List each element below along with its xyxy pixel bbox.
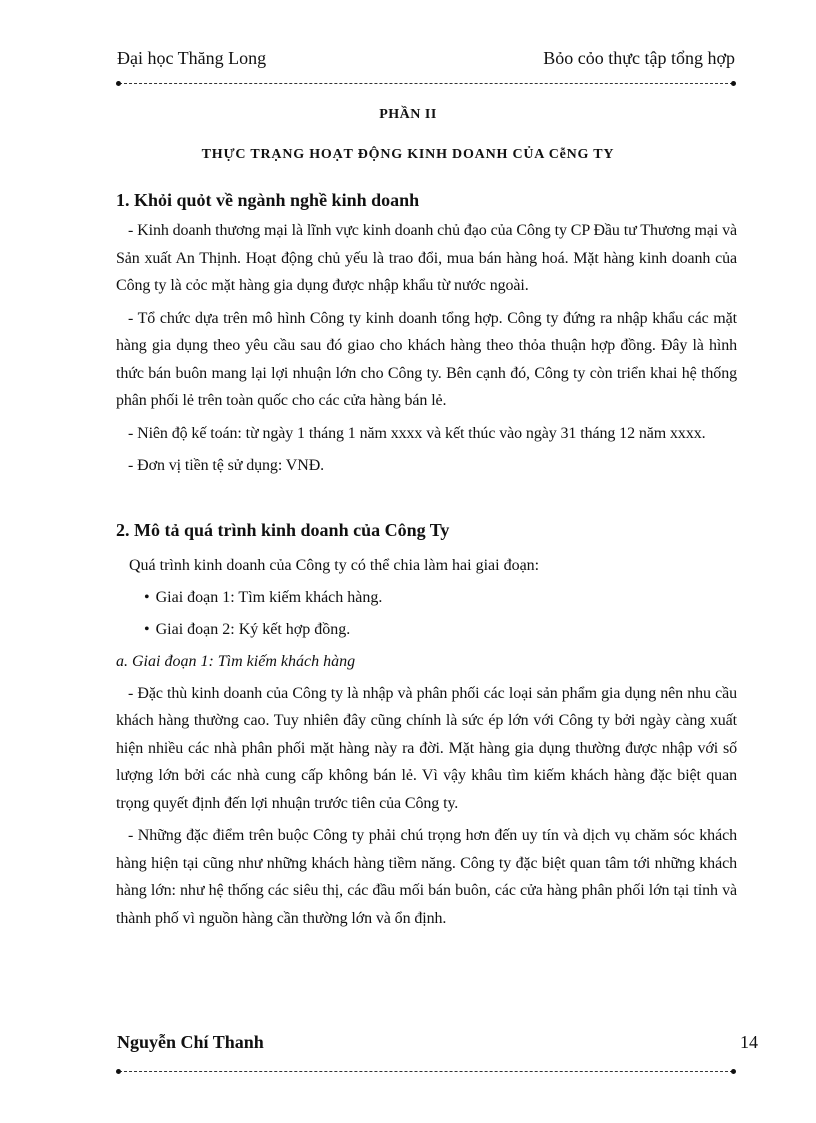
section-1-paragraph: - Kinh doanh thương mại là lĩnh vực kinh doanh chủ đạo của Công ty CP Đầu tư Thương mại và Sản xuất An Thịnh. Hoạt động chủ yếu là trao đổi, mua bán hàng hoá. Mặt hàng kinh doanh của Công ty là cỏc mặt hàng gia dụng được nhập khẩu từ nước ngoài.: [116, 222, 737, 294]
section-2-paragraph: - Đặc thù kinh doanh của Công ty là nhập và phân phối các loại sản phẩm gia dụng nên nhu cầu khách hàng thường cao. Tuy nhiên đây cũng chính là sức ép lớn với Công ty bởi ngày càng xuất hiện nhiều các nhà phân phối mặt hàng này ra đời. Mặt hàng gia dụng thường được nhập với số lượng lớn bởi các nhà cung cấp không bán lẻ. Vì vậy khâu tìm kiếm khách hàng đặc biệt quan trọng quyết định đến lợi nhuận trước tiên của Công ty.: [116, 684, 737, 812]
section-2-intro: Quá trình kinh doanh của Công ty có thể chia làm hai giai đoạn:: [129, 556, 540, 574]
section-2-paragraph: - Những đặc điểm trên buộc Công ty phải chú trọng hơn đến uy tín và dịch vụ chăm sóc khách hàng hiện tại cũng như những khách hàng tiềm năng. Công ty đặc biệt quan tâm tới những khách hàng lớn: như hệ thống các siêu thị, các đầu mối bán buôn, các cửa hàng phân phối lớn tại tỉnh và thành phố vì nguồn hàng cần thường lớn và ổn định.: [116, 827, 737, 927]
section-2-heading: 2. Mô tả quá trình kinh doanh của Công Ty: [116, 519, 450, 540]
page-footer: [117, 1032, 758, 1060]
header-university: Đại học Thăng Long: [117, 48, 267, 68]
phase-list: [116, 582, 737, 646]
part-subtitle: THỰC TRẠNG HOẠT ĐỘNG KINH DOANH CỦA CễNG TY: [201, 147, 615, 162]
header-divider: [119, 83, 733, 84]
subsection-heading: a. Giai đoạn 1: Tìm kiếm khách hàng: [116, 652, 356, 670]
list-item: • Giai đoạn 1: Tìm kiếm khách hàng.: [144, 582, 737, 614]
page-header: [117, 48, 735, 74]
page-number: 14: [740, 1032, 758, 1052]
part-title: PHẦN II: [379, 107, 437, 122]
list-item: • Giai đoạn 2: Ký kết hợp đồng.: [144, 614, 737, 646]
footer-author: Nguyễn Chí Thanh: [117, 1032, 264, 1052]
body-content: [116, 186, 737, 932]
section-1-paragraph: - Tổ chức dựa trên mô hình Công ty kinh doanh tổng hợp. Công ty đứng ra nhập khẩu các mặt hàng gia dụng theo yêu cầu sau đó giao cho khách hàng theo thỏa thuận hợp đồng. Đây là hình thức bán buôn mang lại lợi nhuận lớn cho Công ty. Bên cạnh đó, Công ty còn triển khai hệ thống phân phối lẻ trên toàn quốc cho các cửa hàng bán lẻ.: [116, 309, 737, 409]
footer-divider: [119, 1071, 733, 1072]
section-1-paragraph: - Đơn vị tiền tệ sử dụng: VNĐ.: [128, 457, 325, 474]
section-1-paragraph: - Niên độ kế toán: từ ngày 1 tháng 1 năm xxxx và kết thúc vào ngày 31 tháng 12 năm xxxx.: [128, 424, 706, 442]
section-1-heading: 1. Khỏi quỏt về ngành nghề kinh doanh: [116, 190, 420, 210]
header-report-title: Bỏo cỏo thực tập tổng hợp: [543, 48, 735, 68]
